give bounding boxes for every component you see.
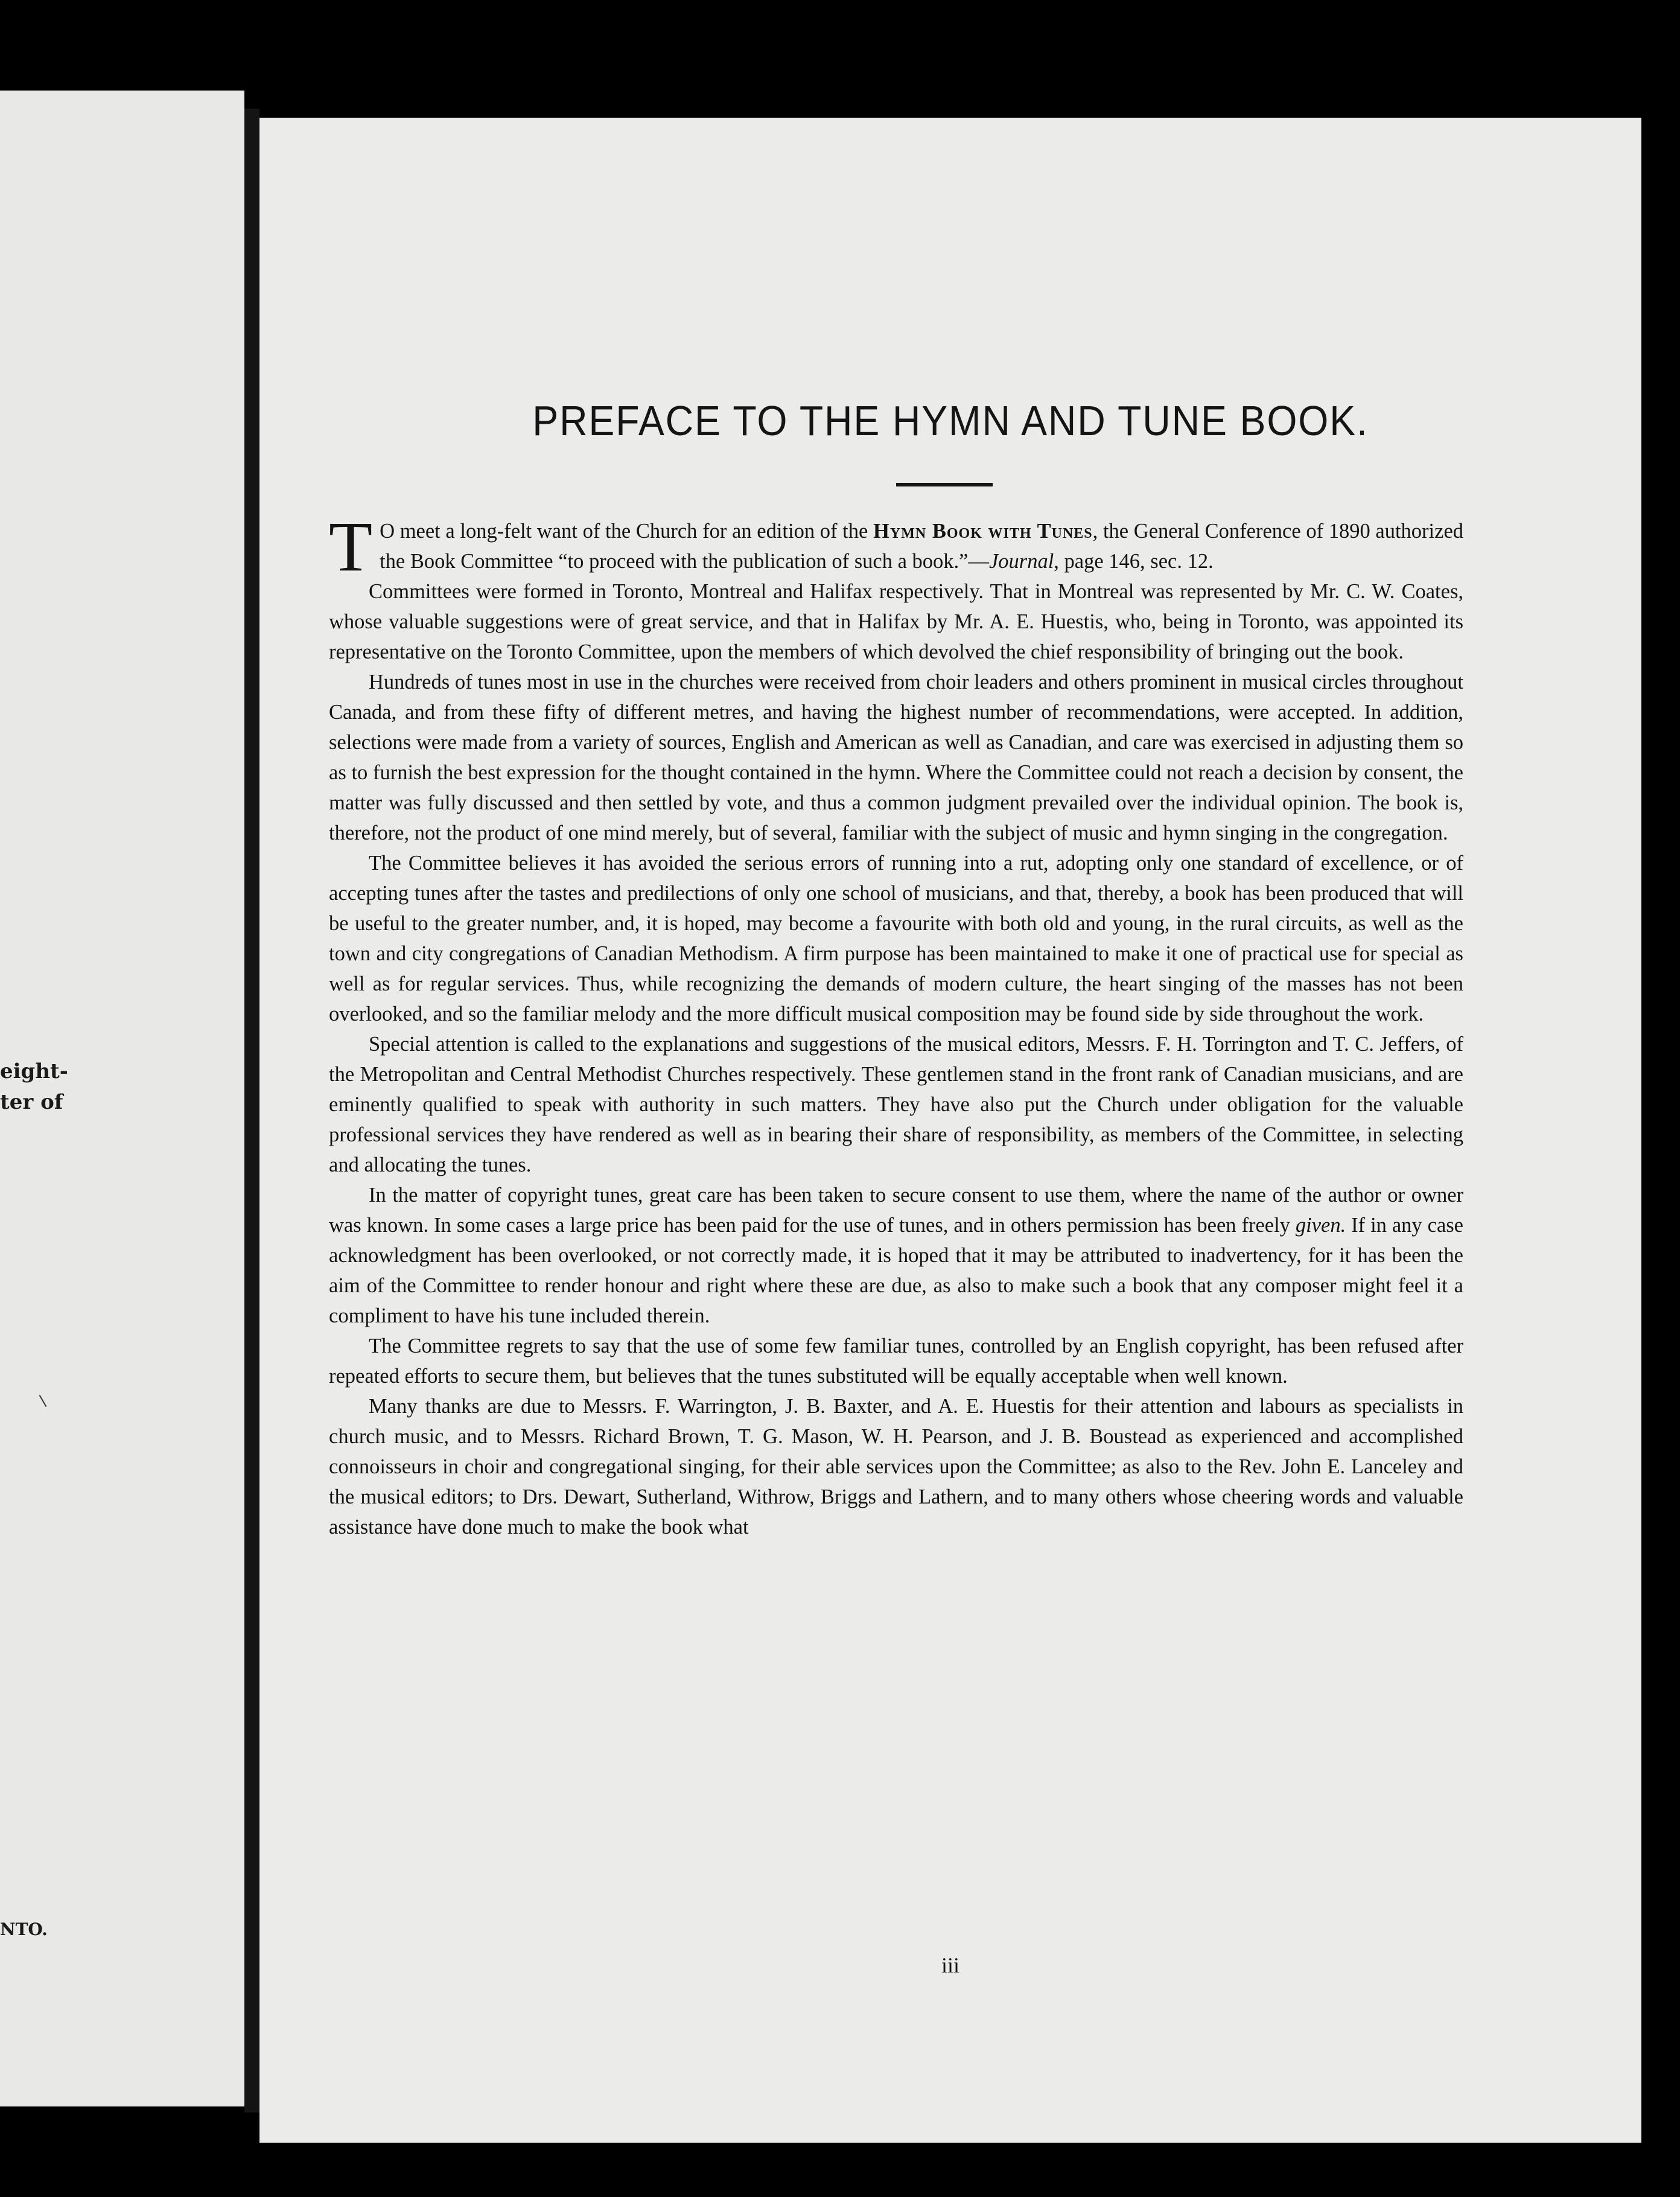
left-page-fragment-3: NTO. — [0, 1919, 48, 1939]
paragraph-6-text-a: In the matter of copyright tunes, great care has been taken to secure consent to use them, where the name of the author or owner was known. In some cases a large price has been paid for the use of tunes, and in others permission has been freely — [329, 1184, 1463, 1237]
paragraph-1-text-b: , the General Conference of 1890 authorized the Book Committee “to proceed with the publication of such a book.”— — [380, 520, 1464, 573]
paragraph-8: Many thanks are due to Messrs. F. Warrington, J. B. Baxter, and A. E. Huestis for their attention and labours as specialists in church music, and to Messrs. Richard Brown, T. G. Mason, W. H. Pearson, and J. B. Boustead as experienced and accomplished connoisseurs in choir and congregational singing, for their able services upon the Committee; as also to the Rev. John E. Lanceley and the musical editors; to Drs. Dewart, Sutherland, Withrow, Briggs and Lathern, and to many others whose cheering words and valuable assistance have done much to make the book what — [329, 1395, 1463, 1539]
drop-cap: T — [329, 507, 373, 586]
left-page-fragment-2: ter of — [0, 1090, 63, 1114]
paragraph-2: Committees were formed in Toronto, Montreal and Halifax respectively. That in Montreal was represented by Mr. C. W. Coates, whose valuable suggestions were of great service, and that in Halifax by Mr. A. E. Huestis, who, being in Toronto, was appointed its representative on the Toronto Committee, upon the members of which devolved the chief responsibility of bringing out the book. — [329, 580, 1463, 663]
preface-text — [329, 507, 1464, 1542]
paragraph-5: Special attention is called to the explanations and suggestions of the musical editors, Messrs. F. H. Torrington and T. C. Jeffers, of the Metropolitan and Central Methodist Churches respectively. These gentlemen stand in the front rank of Canadian musicians, and are eminently qualified to speak with authority in such matters. They have also put the Church under obligation for the valuable professional services they have rendered as well as in bearing their share of responsibility, as members of the Committee, in selecting and allocating the tunes. — [329, 1033, 1463, 1176]
paragraph-3: Hundreds of tunes most in use in the churches were received from choir leaders and others prominent in musical circles throughout Canada, and from these fifty of different metres, and having the highest number of recommendations, were accepted. In addition, selections were made from a variety of sources, English and American as well as Canadian, and care was exercised in adjusting them so as to furnish the best expression for the thought contained in the hymn. Where the Committee could not reach a decision by consent, the matter was fully discussed and then settled by vote, and thus a common judgment prevailed over the individual opinion. The book is, therefore, not the product of one mind merely, but of several, familiar with the subject of music and hymn singing in the congregation. — [329, 671, 1463, 844]
left-page-fragment-1: eight- — [0, 1059, 68, 1083]
paragraph-1-text-a: O meet a long-felt want of the Church for an edition of the — [380, 520, 874, 543]
book-gutter — [244, 109, 259, 2112]
left-facing-page — [0, 91, 244, 2106]
paragraph-6-text-b: If in any case acknowledgment has been overlooked, or not correctly made, it is hoped that it may be attributed to inadvertency, for it has been the aim of the Committee to render honour and right where these are due, as also to make such a book that any composer might feel it a compliment to have his tune included therein. — [329, 1214, 1463, 1327]
paragraph-1-text-c: , page 146, sec. 12. — [1054, 550, 1214, 573]
preface-page — [259, 118, 1641, 2143]
paragraph-1 — [329, 507, 1464, 586]
hymn-book-small-caps: Hymn Book with Tunes — [873, 520, 1093, 543]
paragraph-4: The Committee believes it has avoided the serious errors of running into a rut, adopting only one standard of excellence, or of accepting tunes after the tastes and predilections of only one school of musicians, and that, thereby, a book has been produced that will be useful to the greater number, and, it is hoped, may become a favourite with both old and young, in the rural circuits, as well as the town and city congregations of Canadian Methodism. A firm purpose has been maintained to make it one of practical use for special as well as for regular services. Thus, while recognizing the demands of modern culture, the heart singing of the masses has not been overlooked, and so the familiar melody and the more difficult musical composition may be found side by side throughout the work. — [329, 852, 1463, 1025]
title-rule-divider — [896, 483, 993, 486]
left-page-mark — [39, 1395, 47, 1407]
page-title: PREFACE TO THE HYMN AND TUNE BOOK. — [532, 397, 1369, 444]
paragraph-6 — [329, 1180, 1463, 1331]
page-number: iii — [941, 1953, 959, 1977]
journal-italic: Journal — [988, 550, 1054, 573]
paragraph-7: The Committee regrets to say that the use of some few familiar tunes, controlled by an English copyright, has been refused after repeated efforts to secure them, but believes that the tunes substituted will be equally acceptable when well known. — [329, 1334, 1463, 1388]
given-italic: given. — [1295, 1214, 1346, 1237]
